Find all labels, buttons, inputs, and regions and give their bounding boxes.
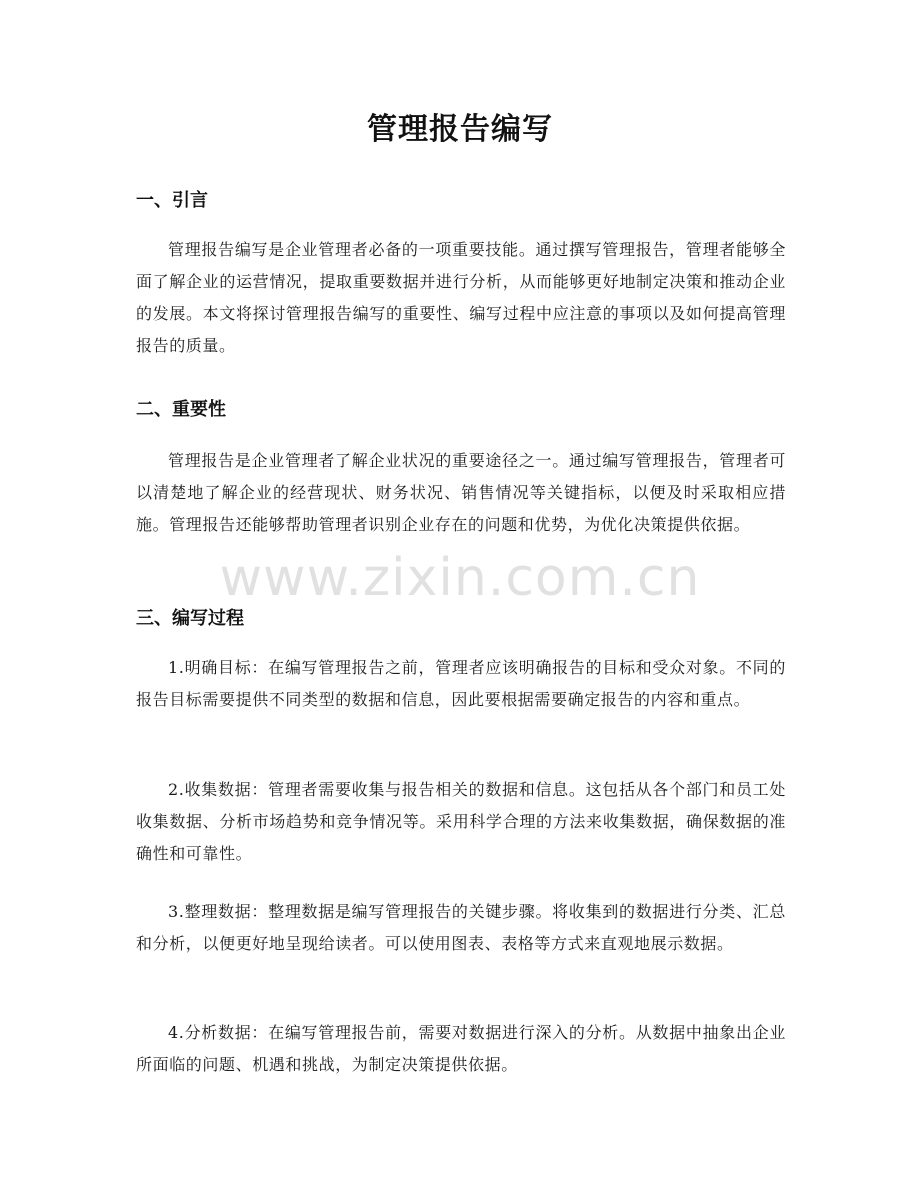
paragraph-introduction: 管理报告编写是企业管理者必备的一项重要技能。通过撰写管理报告，管理者能够全面了解企业的运营情况，提取重要数据并进行分析，从而能够更好地制定决策和推动企业的发展。本文将探讨管理报告编写的重要性、编写过程中应注意的事项以及如何提高管理报告的质量。 [136,240,786,355]
paragraph-importance: 管理报告是企业管理者了解企业状况的重要途径之一。通过编写管理报告，管理者可以清楚地了解企业的经营现状、财务状况、销售情况等关键指标，以便及时采取相应措施。管理报告还能够帮助管理者识别企业存在的问题和优势，为优化决策提供依据。 [136,451,786,534]
paragraph-step-organize-data: 3.整理数据：整理数据是编写管理报告的关键步骤。将收集到的数据进行分类、汇总和分析，以便更好地呈现给读者。可以使用图表、表格等方式来直观地展示数据。 [136,902,786,953]
section-heading-introduction: 一、引言 [136,190,208,211]
section-heading-writing-process: 三、编写过程 [136,608,244,629]
paragraph-step-collect-data: 2.收集数据：管理者需要收集与报告相关的数据和信息。这包括从各个部门和员工处收集数据、分析市场趋势和竞争情况等。采用科学合理的方法来收集数据，确保数据的准确性和可靠性。 [136,780,786,863]
paragraph-step-define-goals: 1.明确目标：在编写管理报告之前，管理者应该明确报告的目标和受众对象。不同的报告目标需要提供不同类型的数据和信息，因此要根据需要确定报告的内容和重点。 [136,658,786,709]
watermark: www.zixin.com.cn [219,548,701,608]
section-heading-importance: 二、重要性 [136,399,226,420]
paragraph-step-analyze-data: 4.分析数据：在编写管理报告前，需要对数据进行深入的分析。从数据中抽象出企业所面临的问题、机遇和挑战，为制定决策提供依据。 [136,1023,786,1074]
document-title: 管理报告编写 [367,112,553,147]
